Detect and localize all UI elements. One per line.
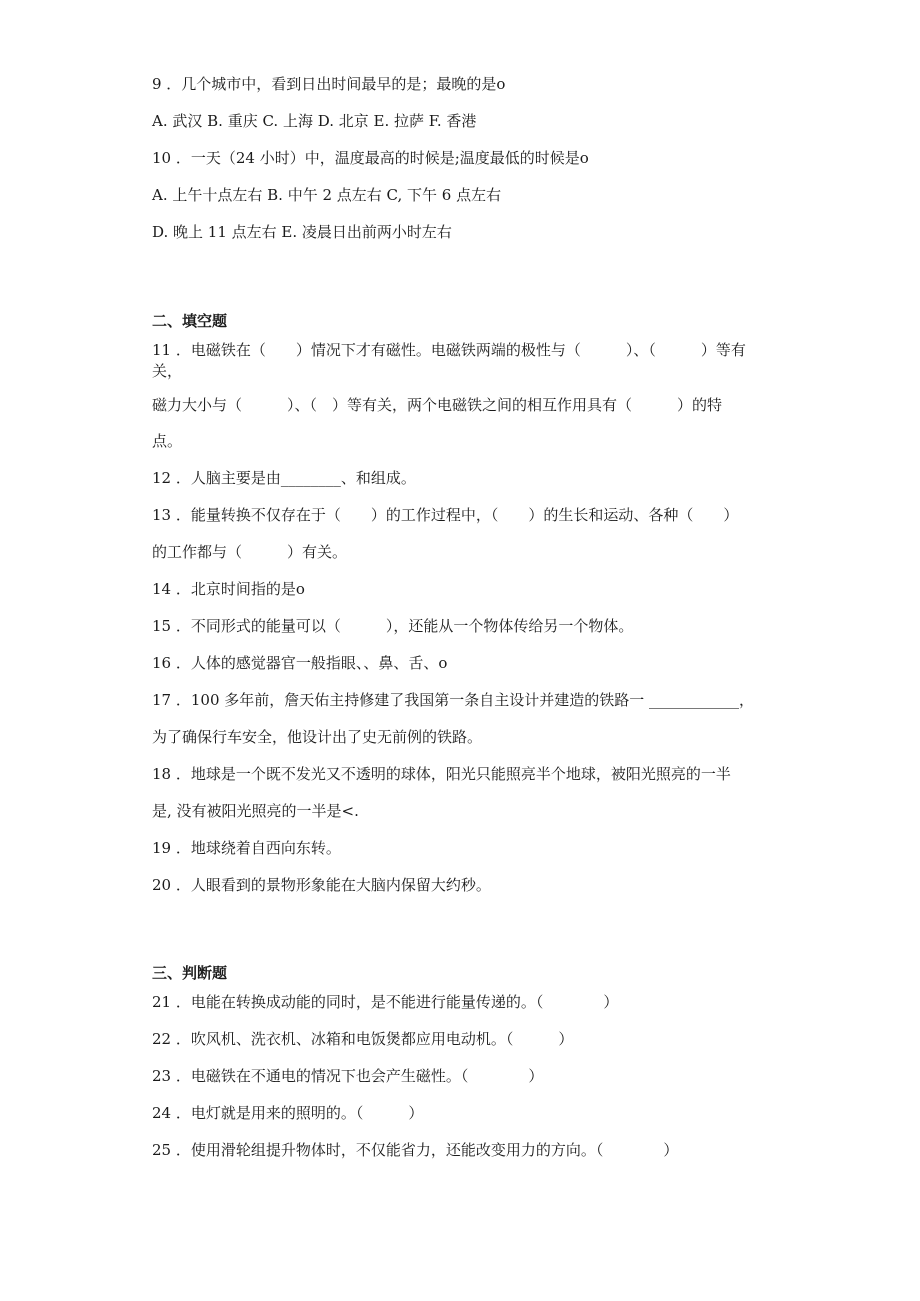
question-13-line-1: 13 ．能量转换不仅存在于（ ）的工作过程中，（ ）的生长和运动、各种（ ） <box>152 506 739 524</box>
question-17-line-2: 为了确保行车安全，他设计出了史无前例的铁路。 <box>152 728 483 746</box>
question-18-line-2: 是, 没有被阳光照亮的一半是<. <box>152 802 359 820</box>
question-10: 10 ．一天（24 小时）中，温度最高的时候是;温度最低的时候是o <box>152 149 589 167</box>
question-10-options-b: D. 晚上 11 点左右 E. 凌晨日出前两小时左右 <box>152 223 452 241</box>
question-10-options-a: A. 上午十点左右 B. 中午 2 点左右 C, 下午 6 点左右 <box>152 186 502 204</box>
question-16: 16 ．人体的感觉器官一般指眼、、鼻、舌、o <box>152 654 448 672</box>
question-11-line-2: 关， <box>152 362 183 380</box>
question-23: 23 ．电磁铁在不通电的情况下也会产生磁性。（ ） <box>152 1067 544 1085</box>
question-11-line-3: 磁力大小与（ ）、（ ）等有关，两个电磁铁之间的相互作用具有（ ）的特 <box>152 396 723 414</box>
question-13-line-2: 的工作都与（ ）有关。 <box>152 543 348 561</box>
question-24: 24 ．电灯就是用来的照明的。（ ） <box>152 1104 424 1122</box>
section-heading-true-false: 三、判断题 <box>152 964 228 982</box>
question-22: 22 ．吹风机、洗衣机、冰箱和电饭煲都应用电动机。（ ） <box>152 1030 574 1048</box>
question-15: 15 ．不同形式的能量可以（ ），还能从一个物体传给另一个物体。 <box>152 617 634 635</box>
section-heading-fill-in: 二、填空题 <box>152 312 228 330</box>
question-21: 21 ．电能在转换成动能的同时，是不能进行能量传递的。（ ） <box>152 993 619 1011</box>
question-11-line-4: 点。 <box>152 432 183 450</box>
question-9: 9 ．几个城市中，看到日出时间最早的是；最晚的是o <box>152 75 506 93</box>
question-17-line-1: 17 ．100 多年前，詹天佑主持修建了我国第一条自主设计并建造的铁路一 ____________， <box>152 691 755 709</box>
question-19: 19 ．地球绕着自西向东转。 <box>152 839 341 857</box>
question-18-line-1: 18 ．地球是一个既不发光又不透明的球体，阳光只能照亮半个地球，被阳光照亮的一半 <box>152 765 731 783</box>
question-9-options: A. 武汉 B. 重庆 C. 上海 D. 北京 E. 拉萨 F. 香港 <box>152 112 477 130</box>
question-11-line-1: 11 ．电磁铁在（ ）情况下才有磁性。电磁铁两端的极性与（ ）、（ ）等有 <box>152 341 746 359</box>
question-12: 12 ．人脑主要是由________、和组成。 <box>152 469 416 487</box>
question-20: 20 ．人眼看到的景物形象能在大脑内保留大约秒。 <box>152 876 491 894</box>
question-25: 25 ．使用滑轮组提升物体时，不仅能省力，还能改变用力的方向。（ ） <box>152 1141 679 1159</box>
question-14: 14 ．北京时间指的是o <box>152 580 305 598</box>
